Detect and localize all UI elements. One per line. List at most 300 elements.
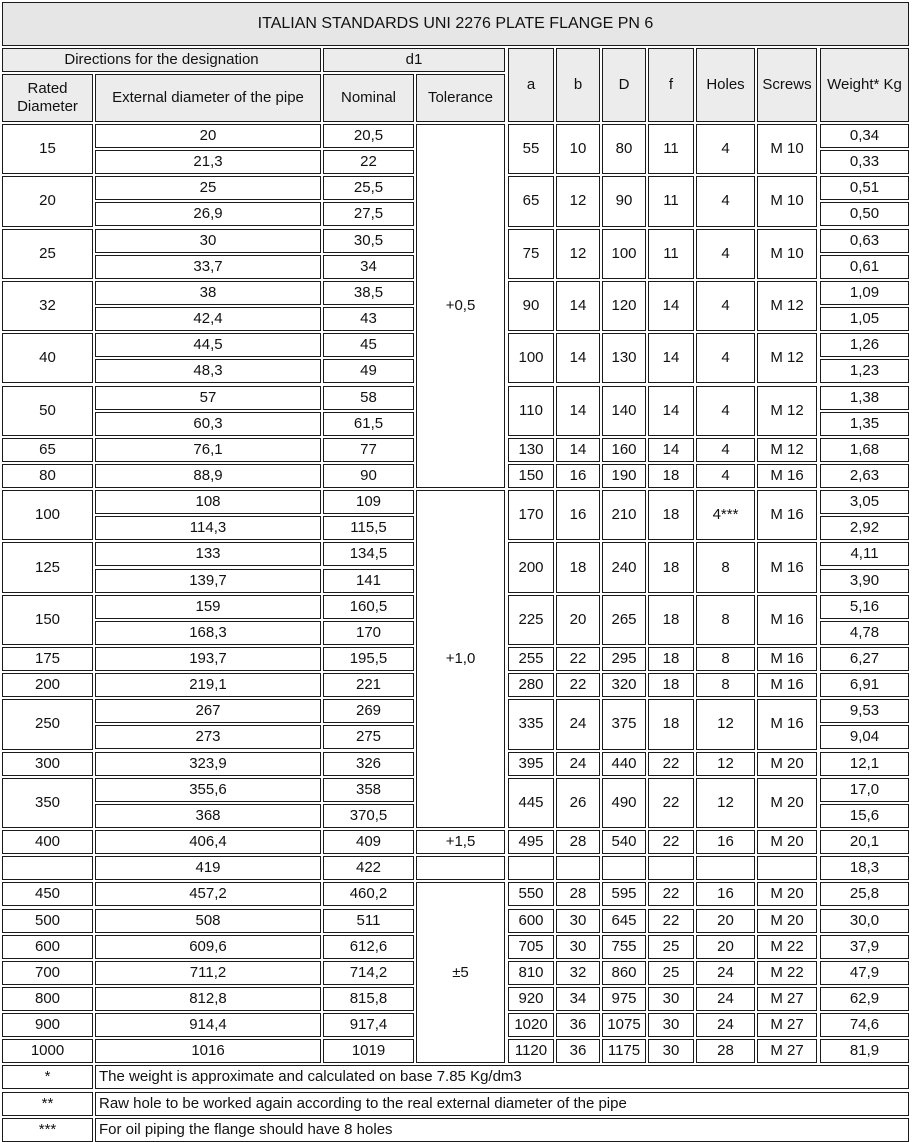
screws-cell: M 16 xyxy=(757,673,817,697)
header-rated-diameter: Rated Diameter xyxy=(2,74,93,122)
nominal-cell: 269 xyxy=(323,699,414,723)
dimension-f-cell: 14 xyxy=(648,386,694,436)
weight-cell: 1,35 xyxy=(820,412,909,436)
weight-cell: 6,27 xyxy=(820,647,909,671)
dimension-D-cell: 210 xyxy=(602,490,646,540)
weight-cell: 4,11 xyxy=(820,542,909,566)
tolerance-cell: +0,5 xyxy=(416,124,505,488)
nominal-cell: 275 xyxy=(323,725,414,749)
external-diameter-cell: 812,8 xyxy=(95,987,321,1011)
weight-cell: 1,26 xyxy=(820,333,909,357)
rated-diameter-cell: 20 xyxy=(2,176,93,226)
rated-diameter-cell: 65 xyxy=(2,438,93,462)
footnote-mark: *** xyxy=(2,1118,93,1142)
tolerance-cell: +1,5 xyxy=(416,830,505,854)
external-diameter-cell: 33,7 xyxy=(95,255,321,279)
screws-cell: M 16 xyxy=(757,542,817,592)
weight-cell: 0,61 xyxy=(820,255,909,279)
weight-cell: 0,63 xyxy=(820,229,909,253)
dimension-f-cell: 22 xyxy=(648,752,694,776)
nominal-cell: 25,5 xyxy=(323,176,414,200)
weight-cell: 1,05 xyxy=(820,307,909,331)
nominal-cell: 815,8 xyxy=(323,987,414,1011)
dimension-b-cell: 12 xyxy=(556,229,600,279)
rated-diameter-cell: 800 xyxy=(2,987,93,1011)
nominal-cell: 49 xyxy=(323,359,414,383)
dimension-b-cell: 12 xyxy=(556,176,600,226)
header-a: a xyxy=(508,48,554,122)
weight-cell: 1,09 xyxy=(820,281,909,305)
rated-diameter-cell: 250 xyxy=(2,699,93,749)
weight-cell: 20,1 xyxy=(820,830,909,854)
dimension-b-cell: 14 xyxy=(556,438,600,462)
dimension-b-cell: 36 xyxy=(556,1039,600,1063)
external-diameter-cell: 30 xyxy=(95,229,321,253)
nominal-cell: 511 xyxy=(323,909,414,933)
footnote-text: Raw hole to be worked again according to the real external diameter of the pipe xyxy=(95,1092,909,1116)
dimension-D-cell: 320 xyxy=(602,673,646,697)
nominal-cell: 134,5 xyxy=(323,542,414,566)
nominal-cell: 370,5 xyxy=(323,804,414,828)
nominal-cell: 221 xyxy=(323,673,414,697)
dimension-D-cell xyxy=(602,856,646,880)
dimension-D-cell: 160 xyxy=(602,438,646,462)
rated-diameter-cell: 150 xyxy=(2,595,93,645)
rated-diameter-cell: 32 xyxy=(2,281,93,331)
external-diameter-cell: 914,4 xyxy=(95,1013,321,1037)
holes-cell: 28 xyxy=(696,1039,755,1063)
rated-diameter-cell: 80 xyxy=(2,464,93,488)
table-title: ITALIAN STANDARDS UNI 2276 PLATE FLANGE PN 6 xyxy=(2,2,909,46)
weight-cell: 2,63 xyxy=(820,464,909,488)
weight-cell: 0,50 xyxy=(820,202,909,226)
dimension-b-cell: 18 xyxy=(556,542,600,592)
dimension-a-cell: 705 xyxy=(508,935,554,959)
footnote-text: For oil piping the flange should have 8 holes xyxy=(95,1118,909,1142)
tolerance-cell: ±5 xyxy=(416,882,505,1063)
rated-diameter-cell: 600 xyxy=(2,935,93,959)
dimension-a-cell: 225 xyxy=(508,595,554,645)
dimension-b-cell: 28 xyxy=(556,830,600,854)
holes-cell: 8 xyxy=(696,647,755,671)
nominal-cell: 612,6 xyxy=(323,935,414,959)
holes-cell: 8 xyxy=(696,673,755,697)
dimension-f-cell: 18 xyxy=(648,490,694,540)
dimension-f-cell: 30 xyxy=(648,987,694,1011)
screws-cell: M 27 xyxy=(757,987,817,1011)
dimension-a-cell: 920 xyxy=(508,987,554,1011)
dimension-b-cell: 30 xyxy=(556,935,600,959)
rated-diameter-cell: 15 xyxy=(2,124,93,174)
dimension-b-cell: 22 xyxy=(556,647,600,671)
footnote-text: The weight is approximate and calculated on base 7.85 Kg/dm3 xyxy=(95,1065,909,1089)
weight-cell: 9,53 xyxy=(820,699,909,723)
nominal-cell: 714,2 xyxy=(323,961,414,985)
screws-cell: M 12 xyxy=(757,333,817,383)
screws-cell: M 20 xyxy=(757,752,817,776)
nominal-cell: 358 xyxy=(323,778,414,802)
weight-cell: 17,0 xyxy=(820,778,909,802)
rated-diameter-cell: 125 xyxy=(2,542,93,592)
header-d1: d1 xyxy=(323,48,505,72)
nominal-cell: 20,5 xyxy=(323,124,414,148)
holes-cell: 24 xyxy=(696,961,755,985)
nominal-cell: 27,5 xyxy=(323,202,414,226)
external-diameter-cell: 48,3 xyxy=(95,359,321,383)
holes-cell: 12 xyxy=(696,778,755,828)
nominal-cell: 422 xyxy=(323,856,414,880)
screws-cell: M 22 xyxy=(757,935,817,959)
external-diameter-cell: 108 xyxy=(95,490,321,514)
weight-cell: 25,8 xyxy=(820,882,909,906)
weight-cell: 1,68 xyxy=(820,438,909,462)
weight-cell: 1,23 xyxy=(820,359,909,383)
external-diameter-cell: 609,6 xyxy=(95,935,321,959)
dimension-f-cell: 18 xyxy=(648,595,694,645)
dimension-a-cell: 150 xyxy=(508,464,554,488)
external-diameter-cell: 20 xyxy=(95,124,321,148)
rated-diameter-cell: 1000 xyxy=(2,1039,93,1063)
dimension-f-cell: 18 xyxy=(648,673,694,697)
rated-diameter-cell: 400 xyxy=(2,830,93,854)
dimension-a-cell: 170 xyxy=(508,490,554,540)
dimension-D-cell: 140 xyxy=(602,386,646,436)
screws-cell xyxy=(757,856,817,880)
nominal-cell: 58 xyxy=(323,386,414,410)
dimension-a-cell xyxy=(508,856,554,880)
dimension-D-cell: 190 xyxy=(602,464,646,488)
nominal-cell: 326 xyxy=(323,752,414,776)
rated-diameter-cell xyxy=(2,856,93,880)
rated-diameter-cell: 900 xyxy=(2,1013,93,1037)
external-diameter-cell: 38 xyxy=(95,281,321,305)
holes-cell: 8 xyxy=(696,595,755,645)
dimension-b-cell: 16 xyxy=(556,464,600,488)
header-screws: Screws xyxy=(757,48,817,122)
external-diameter-cell: 26,9 xyxy=(95,202,321,226)
dimension-b-cell: 16 xyxy=(556,490,600,540)
dimension-D-cell: 755 xyxy=(602,935,646,959)
dimension-b-cell: 32 xyxy=(556,961,600,985)
external-diameter-cell: 139,7 xyxy=(95,569,321,593)
screws-cell: M 27 xyxy=(757,1039,817,1063)
dimension-a-cell: 810 xyxy=(508,961,554,985)
nominal-cell: 115,5 xyxy=(323,516,414,540)
holes-cell: 24 xyxy=(696,1013,755,1037)
nominal-cell: 61,5 xyxy=(323,412,414,436)
weight-cell: 37,9 xyxy=(820,935,909,959)
dimension-f-cell: 25 xyxy=(648,935,694,959)
holes-cell: 8 xyxy=(696,542,755,592)
dimension-a-cell: 255 xyxy=(508,647,554,671)
dimension-b-cell: 24 xyxy=(556,699,600,749)
screws-cell: M 27 xyxy=(757,1013,817,1037)
weight-cell: 0,34 xyxy=(820,124,909,148)
dimension-D-cell: 80 xyxy=(602,124,646,174)
rated-diameter-cell: 200 xyxy=(2,673,93,697)
dimension-D-cell: 540 xyxy=(602,830,646,854)
dimension-D-cell: 375 xyxy=(602,699,646,749)
screws-cell: M 12 xyxy=(757,386,817,436)
screws-cell: M 16 xyxy=(757,464,817,488)
dimension-f-cell: 14 xyxy=(648,281,694,331)
holes-cell: 4 xyxy=(696,438,755,462)
dimension-b-cell: 14 xyxy=(556,281,600,331)
external-diameter-cell: 42,4 xyxy=(95,307,321,331)
dimension-f-cell: 22 xyxy=(648,909,694,933)
dimension-f-cell: 25 xyxy=(648,961,694,985)
dimension-D-cell: 1175 xyxy=(602,1039,646,1063)
holes-cell: 16 xyxy=(696,830,755,854)
weight-cell: 0,33 xyxy=(820,150,909,174)
external-diameter-cell: 368 xyxy=(95,804,321,828)
dimension-a-cell: 100 xyxy=(508,333,554,383)
dimension-D-cell: 490 xyxy=(602,778,646,828)
dimension-b-cell: 26 xyxy=(556,778,600,828)
external-diameter-cell: 273 xyxy=(95,725,321,749)
footnote-mark: ** xyxy=(2,1092,93,1116)
holes-cell: 4*** xyxy=(696,490,755,540)
weight-cell: 4,78 xyxy=(820,621,909,645)
dimension-f-cell: 11 xyxy=(648,124,694,174)
holes-cell: 20 xyxy=(696,909,755,933)
screws-cell: M 16 xyxy=(757,699,817,749)
dimension-D-cell: 120 xyxy=(602,281,646,331)
screws-cell: M 20 xyxy=(757,909,817,933)
weight-cell: 6,91 xyxy=(820,673,909,697)
external-diameter-cell: 323,9 xyxy=(95,752,321,776)
holes-cell: 12 xyxy=(696,699,755,749)
weight-cell: 62,9 xyxy=(820,987,909,1011)
rated-diameter-cell: 25 xyxy=(2,229,93,279)
dimension-b-cell: 36 xyxy=(556,1013,600,1037)
weight-cell: 9,04 xyxy=(820,725,909,749)
screws-cell: M 22 xyxy=(757,961,817,985)
rated-diameter-cell: 500 xyxy=(2,909,93,933)
screws-cell: M 20 xyxy=(757,830,817,854)
nominal-cell: 409 xyxy=(323,830,414,854)
dimension-f-cell: 22 xyxy=(648,830,694,854)
weight-cell: 74,6 xyxy=(820,1013,909,1037)
nominal-cell: 45 xyxy=(323,333,414,357)
dimension-f-cell: 18 xyxy=(648,647,694,671)
nominal-cell: 170 xyxy=(323,621,414,645)
header-designation: Directions for the designation xyxy=(2,48,321,72)
external-diameter-cell: 355,6 xyxy=(95,778,321,802)
dimension-a-cell: 550 xyxy=(508,882,554,906)
nominal-cell: 77 xyxy=(323,438,414,462)
screws-cell: M 10 xyxy=(757,229,817,279)
holes-cell: 4 xyxy=(696,124,755,174)
external-diameter-cell: 168,3 xyxy=(95,621,321,645)
dimension-f-cell: 14 xyxy=(648,438,694,462)
rated-diameter-cell: 700 xyxy=(2,961,93,985)
dimension-b-cell: 10 xyxy=(556,124,600,174)
dimension-f-cell: 11 xyxy=(648,176,694,226)
dimension-a-cell: 495 xyxy=(508,830,554,854)
header-b: b xyxy=(556,48,600,122)
weight-cell: 3,90 xyxy=(820,569,909,593)
dimension-a-cell: 200 xyxy=(508,542,554,592)
rated-diameter-cell: 175 xyxy=(2,647,93,671)
dimension-a-cell: 395 xyxy=(508,752,554,776)
rated-diameter-cell: 300 xyxy=(2,752,93,776)
external-diameter-cell: 193,7 xyxy=(95,647,321,671)
dimension-f-cell: 30 xyxy=(648,1039,694,1063)
header-D: D xyxy=(602,48,646,122)
dimension-a-cell: 1020 xyxy=(508,1013,554,1037)
nominal-cell: 141 xyxy=(323,569,414,593)
dimension-b-cell: 28 xyxy=(556,882,600,906)
header-external-diameter: External diameter of the pipe xyxy=(95,74,321,122)
external-diameter-cell: 21,3 xyxy=(95,150,321,174)
dimension-a-cell: 280 xyxy=(508,673,554,697)
nominal-cell: 160,5 xyxy=(323,595,414,619)
external-diameter-cell: 159 xyxy=(95,595,321,619)
dimension-f-cell: 22 xyxy=(648,882,694,906)
holes-cell xyxy=(696,856,755,880)
nominal-cell: 195,5 xyxy=(323,647,414,671)
dimension-f-cell: 22 xyxy=(648,778,694,828)
screws-cell: M 12 xyxy=(757,281,817,331)
holes-cell: 4 xyxy=(696,464,755,488)
external-diameter-cell: 60,3 xyxy=(95,412,321,436)
nominal-cell: 90 xyxy=(323,464,414,488)
dimension-D-cell: 90 xyxy=(602,176,646,226)
header-f: f xyxy=(648,48,694,122)
external-diameter-cell: 508 xyxy=(95,909,321,933)
nominal-cell: 1019 xyxy=(323,1039,414,1063)
rated-diameter-cell: 100 xyxy=(2,490,93,540)
dimension-b-cell: 22 xyxy=(556,673,600,697)
rated-diameter-cell: 40 xyxy=(2,333,93,383)
nominal-cell: 22 xyxy=(323,150,414,174)
dimension-f-cell: 18 xyxy=(648,464,694,488)
weight-cell: 0,51 xyxy=(820,176,909,200)
screws-cell: M 20 xyxy=(757,882,817,906)
dimension-b-cell: 14 xyxy=(556,386,600,436)
holes-cell: 12 xyxy=(696,752,755,776)
dimension-D-cell: 240 xyxy=(602,542,646,592)
holes-cell: 4 xyxy=(696,333,755,383)
nominal-cell: 109 xyxy=(323,490,414,514)
dimension-b-cell: 14 xyxy=(556,333,600,383)
dimension-D-cell: 100 xyxy=(602,229,646,279)
rated-diameter-cell: 350 xyxy=(2,778,93,828)
nominal-cell: 38,5 xyxy=(323,281,414,305)
screws-cell: M 16 xyxy=(757,647,817,671)
external-diameter-cell: 44,5 xyxy=(95,333,321,357)
external-diameter-cell: 114,3 xyxy=(95,516,321,540)
external-diameter-cell: 711,2 xyxy=(95,961,321,985)
dimension-b-cell: 20 xyxy=(556,595,600,645)
screws-cell: M 10 xyxy=(757,176,817,226)
dimension-b-cell: 34 xyxy=(556,987,600,1011)
dimension-D-cell: 130 xyxy=(602,333,646,383)
dimension-f-cell: 18 xyxy=(648,542,694,592)
weight-cell: 18,3 xyxy=(820,856,909,880)
dimension-f-cell: 30 xyxy=(648,1013,694,1037)
weight-cell: 5,16 xyxy=(820,595,909,619)
dimension-D-cell: 595 xyxy=(602,882,646,906)
header-weight: Weight* Kg xyxy=(820,48,909,122)
dimension-b-cell: 30 xyxy=(556,909,600,933)
weight-cell: 12,1 xyxy=(820,752,909,776)
holes-cell: 4 xyxy=(696,281,755,331)
weight-cell: 2,92 xyxy=(820,516,909,540)
dimension-f-cell: 18 xyxy=(648,699,694,749)
dimension-a-cell: 130 xyxy=(508,438,554,462)
dimension-a-cell: 65 xyxy=(508,176,554,226)
dimension-a-cell: 55 xyxy=(508,124,554,174)
holes-cell: 4 xyxy=(696,176,755,226)
footnote-mark: * xyxy=(2,1065,93,1089)
dimension-a-cell: 90 xyxy=(508,281,554,331)
holes-cell: 20 xyxy=(696,935,755,959)
dimension-a-cell: 335 xyxy=(508,699,554,749)
weight-cell: 3,05 xyxy=(820,490,909,514)
screws-cell: M 16 xyxy=(757,490,817,540)
external-diameter-cell: 25 xyxy=(95,176,321,200)
dimension-b-cell xyxy=(556,856,600,880)
weight-cell: 1,38 xyxy=(820,386,909,410)
nominal-cell: 917,4 xyxy=(323,1013,414,1037)
header-tolerance: Tolerance xyxy=(416,74,505,122)
external-diameter-cell: 1016 xyxy=(95,1039,321,1063)
external-diameter-cell: 133 xyxy=(95,542,321,566)
external-diameter-cell: 88,9 xyxy=(95,464,321,488)
rated-diameter-cell: 450 xyxy=(2,882,93,906)
dimension-b-cell: 24 xyxy=(556,752,600,776)
dimension-a-cell: 1120 xyxy=(508,1039,554,1063)
dimension-a-cell: 445 xyxy=(508,778,554,828)
external-diameter-cell: 457,2 xyxy=(95,882,321,906)
external-diameter-cell: 419 xyxy=(95,856,321,880)
nominal-cell: 30,5 xyxy=(323,229,414,253)
external-diameter-cell: 219,1 xyxy=(95,673,321,697)
weight-cell: 30,0 xyxy=(820,909,909,933)
dimension-D-cell: 440 xyxy=(602,752,646,776)
screws-cell: M 20 xyxy=(757,778,817,828)
external-diameter-cell: 267 xyxy=(95,699,321,723)
header-nominal: Nominal xyxy=(323,74,414,122)
nominal-cell: 43 xyxy=(323,307,414,331)
dimension-D-cell: 265 xyxy=(602,595,646,645)
nominal-cell: 34 xyxy=(323,255,414,279)
external-diameter-cell: 76,1 xyxy=(95,438,321,462)
weight-cell: 15,6 xyxy=(820,804,909,828)
dimension-a-cell: 75 xyxy=(508,229,554,279)
rated-diameter-cell: 50 xyxy=(2,386,93,436)
weight-cell: 81,9 xyxy=(820,1039,909,1063)
dimension-D-cell: 295 xyxy=(602,647,646,671)
dimension-D-cell: 645 xyxy=(602,909,646,933)
tolerance-cell xyxy=(416,856,505,880)
holes-cell: 4 xyxy=(696,229,755,279)
holes-cell: 16 xyxy=(696,882,755,906)
tolerance-cell: +1,0 xyxy=(416,490,505,828)
header-holes: Holes xyxy=(696,48,755,122)
dimension-D-cell: 975 xyxy=(602,987,646,1011)
holes-cell: 4 xyxy=(696,386,755,436)
nominal-cell: 460,2 xyxy=(323,882,414,906)
dimension-f-cell: 14 xyxy=(648,333,694,383)
dimension-f-cell xyxy=(648,856,694,880)
holes-cell: 24 xyxy=(696,987,755,1011)
screws-cell: M 10 xyxy=(757,124,817,174)
dimension-a-cell: 110 xyxy=(508,386,554,436)
external-diameter-cell: 57 xyxy=(95,386,321,410)
